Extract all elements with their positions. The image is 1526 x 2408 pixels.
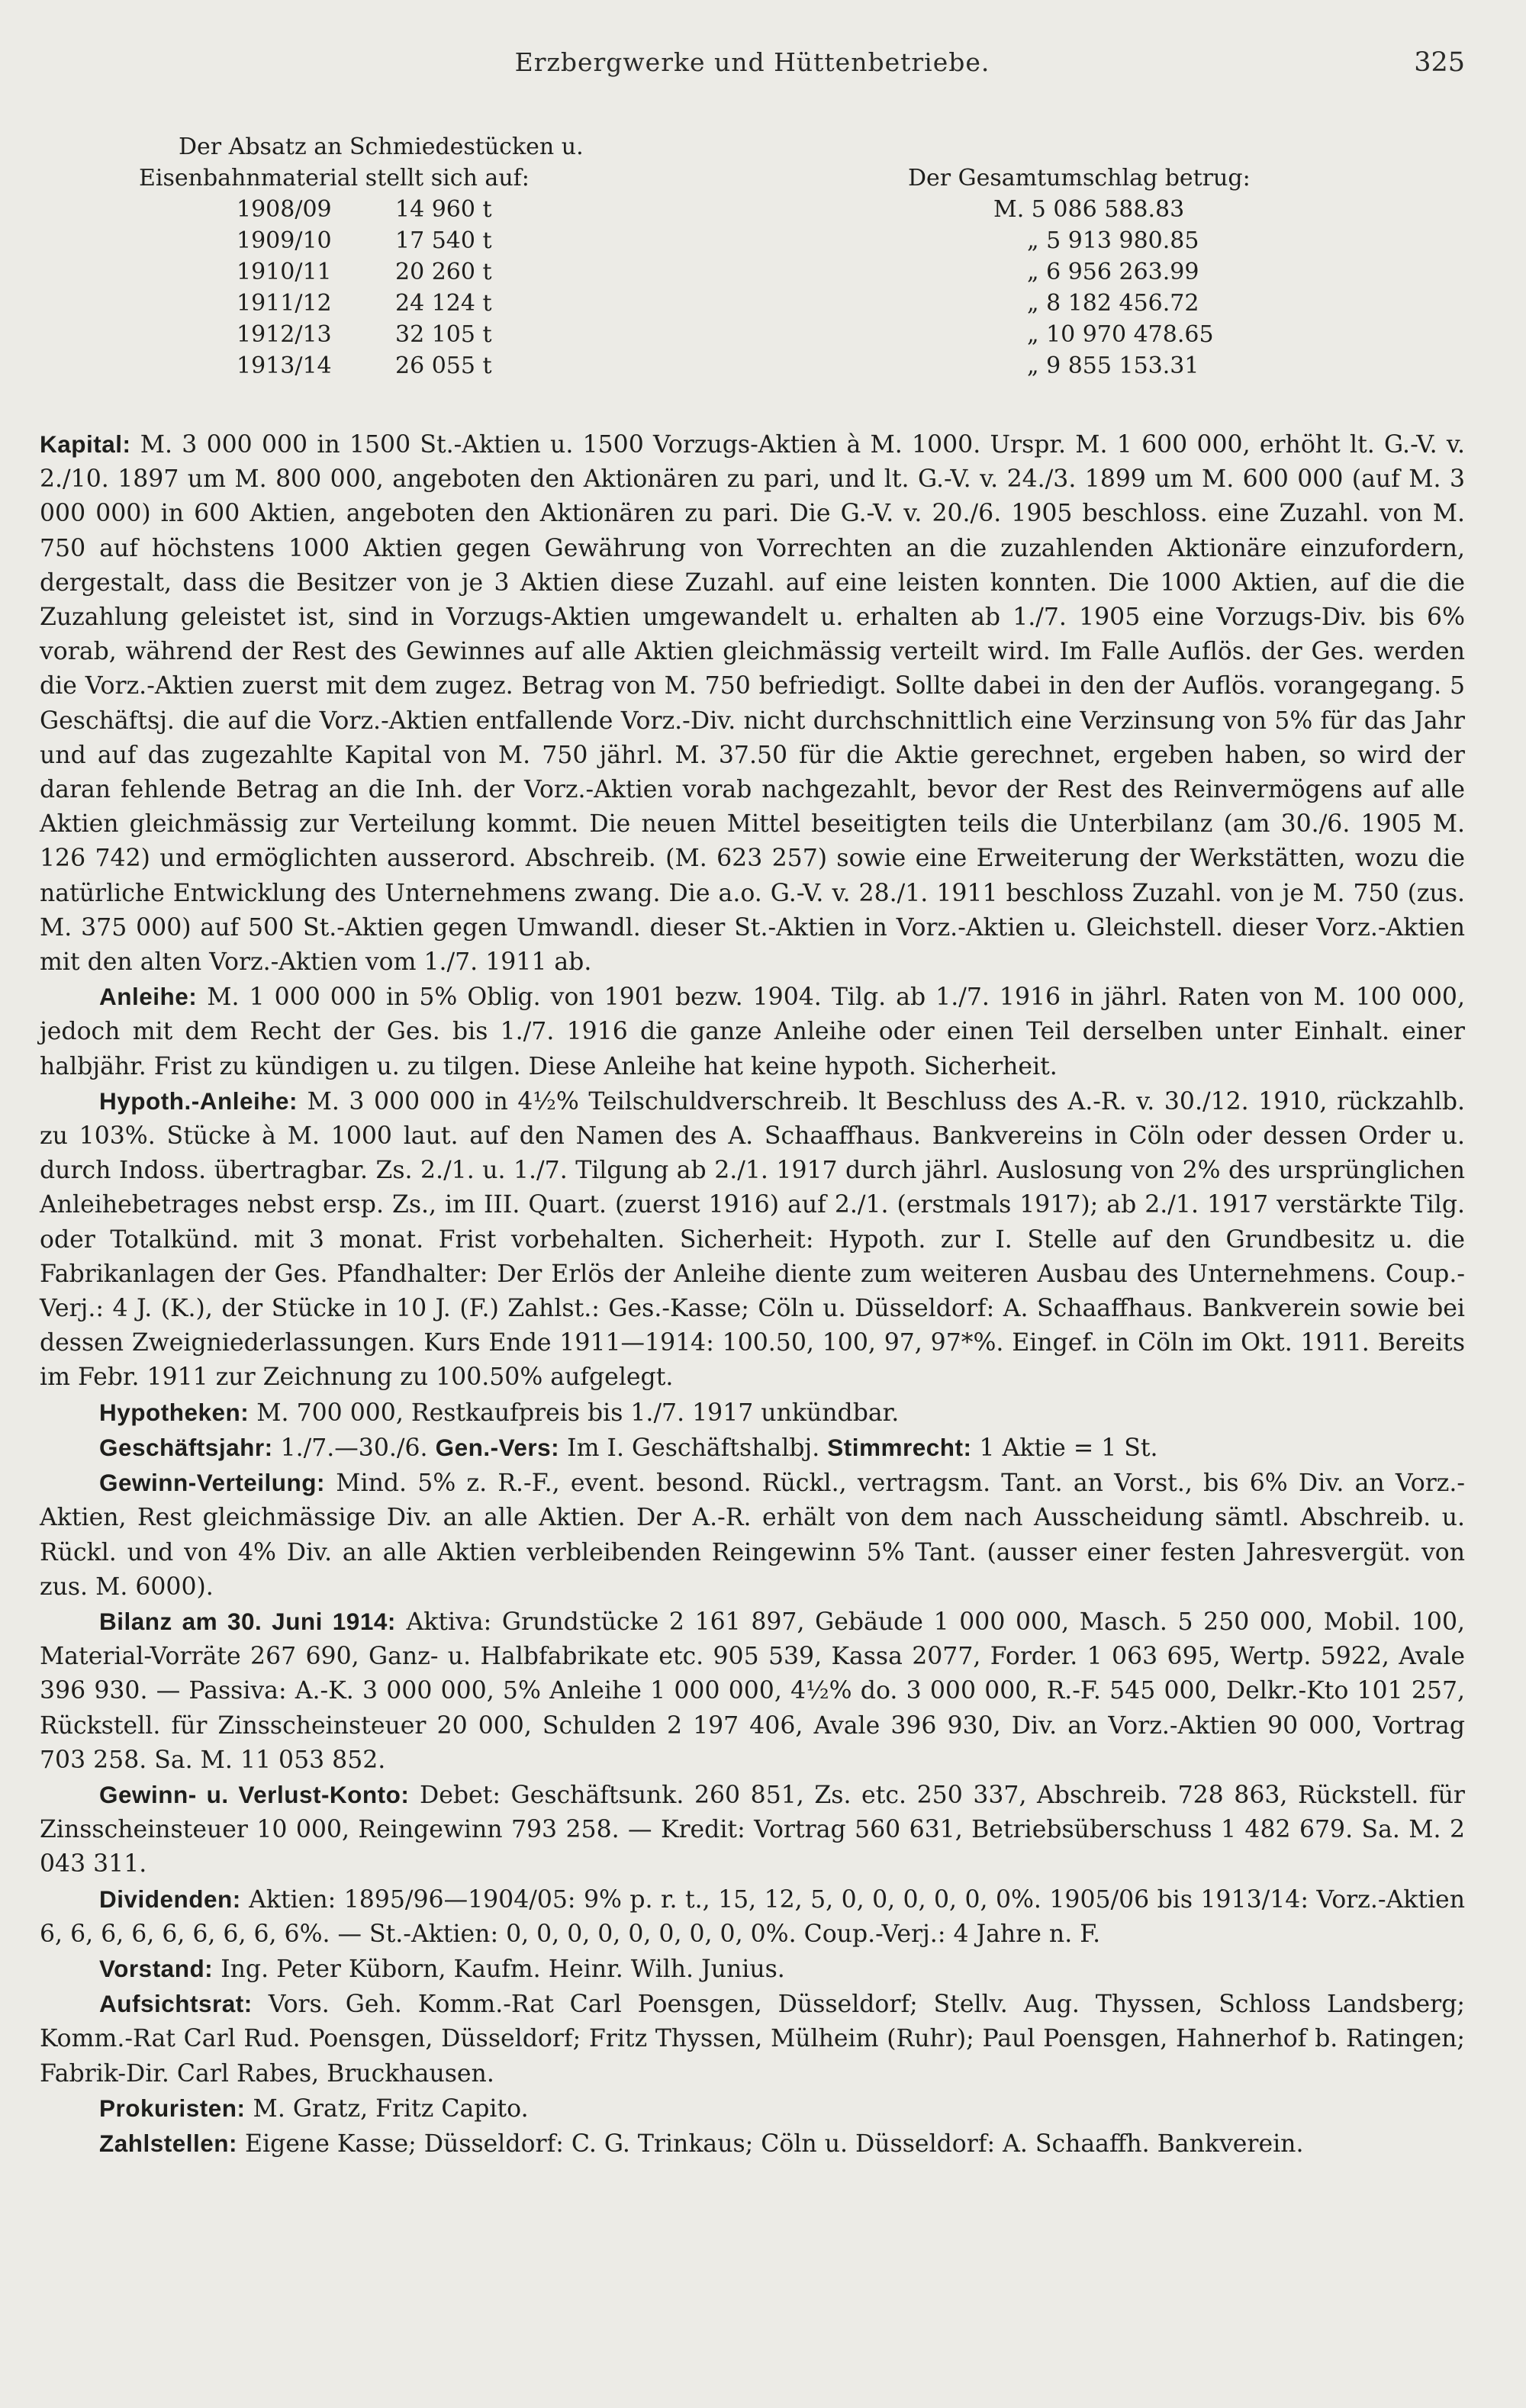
page-number: 325: [1414, 47, 1465, 78]
report-paragraph: [40, 1882, 1465, 1952]
section-text: 1 Aktie = 1 St.: [971, 1434, 1158, 1462]
section-text: M. 3 000 000 in 4½% Teilschuldverschreib. lt Beschluss des A.-R. v. 30./12. 1910, rückzahlb. zu 103%. Stücke à M. 1000 laut. auf den Namen des A. Schaaffhaus. Bankvereins in Cöln oder dessen Order u. durch Indoss. übertragbar. Zs. 2./1. u. 1./7. Tilgung ab 2./1. 1917 durch jährl. Auslosung von 2% des ursprünglichen Anleihebetrages nebst ersp. Zs., im III. Quart. (zuerst 1916) auf 2./1. (erstmals 1917); ab 2./1. 1917 verstärkte Tilg. oder Totalkünd. mit 3 monat. Frist vorbehalten. Sicherheit: Hypoth. zur I. Stelle auf den Grundbesitz u. die Fabrikanlagen der Ges. Pfandhalter: Der Erlös der Anleihe diente zum weiteren Ausbau des Unternehmens. Coup.-Verj.: 4 J. (K.), der Stücke in 10 J. (F.) Zahlst.: Ges.-Kasse; Cöln u. Düsseldorf: A. Schaaffhaus. Bankverein sowie bei dessen Zweigniederlassungen. Kurs Ende 1911—1914: 100.50, 100, 97, 97*%. Eingef. in Cöln im Okt. 1911. Bereits im Febr. 1911 zur Zeichnung zu 100.50% aufgelegt.: [40, 1087, 1465, 1392]
sales-table-rows: [139, 194, 719, 381]
turnover-table-heading: Der Gesamtumschlag betrug:: [908, 165, 1251, 192]
section-label: Hypotheken:: [99, 1398, 250, 1426]
section-label: Gewinn- u. Verlust-Konto:: [99, 1780, 410, 1808]
year-cell: 1911/12: [237, 290, 332, 317]
report-paragraph: [40, 1431, 1465, 1466]
table-row: [139, 350, 719, 381]
section-text: Im I. Geschäftshalbj.: [559, 1434, 828, 1462]
report-paragraph: [40, 1605, 1465, 1778]
section-label: Zahlstellen:: [99, 2129, 238, 2157]
year-cell: 1908/09: [237, 196, 332, 223]
section-label: Bilanz am 30. Juni 1914:: [99, 1607, 396, 1635]
tonnage-cell: 24 124 t: [395, 290, 492, 317]
section-label: Aufsichtsrat:: [99, 1990, 253, 2018]
section-text: 1./7.—30./6.: [272, 1434, 436, 1462]
table-row: [139, 225, 719, 256]
report-paragraph: [40, 1987, 1465, 2091]
section-label: Geschäftsjahr:: [99, 1433, 273, 1461]
section-label: Stimmrecht:: [827, 1433, 972, 1461]
report-paragraph: [40, 1466, 1465, 1605]
tonnage-cell: 17 540 t: [395, 227, 492, 254]
section-text: Aktien: 1895/96—1904/05: 9% p. r. t., 15, 12, 5, 0, 0, 0, 0, 0, 0%. 1905/06 bis 1913/14: Vorz.-Aktien 6, 6, 6, 6, 6, 6, 6, 6, 6%. — St.-Aktien: 0, 0, 0, 0, 0, 0, 0, 0, 0%. Coup.-Verj.: 4 Jahre n. F.: [40, 1885, 1465, 1948]
table-row: [139, 288, 719, 319]
section-text: Vors. Geh. Komm.-Rat Carl Poensgen, Düsseldorf; Stellv. Aug. Thyssen, Schloss Landsberg; Komm.-Rat Carl Rud. Poensgen, Düsseldorf; Fritz Thyssen, Mülheim (Ruhr); Paul Poensgen, Hahnerhof b. Ratingen; Fabrik-Dir. Carl Rabes, Bruckhausen.: [40, 1991, 1465, 2088]
year-cell: 1910/11: [237, 259, 332, 285]
report-paragraph: [40, 1084, 1465, 1396]
tonnage-cell: 14 960 t: [395, 196, 492, 223]
section-label: Vorstand:: [99, 1954, 214, 1982]
tonnage-cell: 32 105 t: [395, 321, 492, 348]
section-text: Eigene Kasse; Düsseldorf: C. G. Trinkaus; Cöln u. Düsseldorf: A. Schaaffh. Bankverein.: [237, 2130, 1304, 2158]
sales-table: [139, 131, 719, 381]
report-paragraph: [40, 2091, 1465, 2126]
turnover-table: [908, 163, 1335, 381]
table-row: „ 6 956 263.99: [1027, 259, 1199, 285]
statistics-section: [40, 99, 1465, 404]
section-text: Ing. Peter Küborn, Kaufm. Heinr. Wilh. Junius.: [213, 1955, 785, 1983]
section-label: Gen.-Vers:: [435, 1433, 560, 1461]
table-row: „ 5 913 980.85: [1027, 227, 1199, 254]
table-row: „ 9 855 153.31: [1027, 353, 1199, 379]
tonnage-cell: 20 260 t: [395, 259, 492, 285]
section-label: Prokuristen:: [99, 2094, 246, 2122]
year-cell: 1909/10: [237, 227, 332, 254]
tonnage-cell: 26 055 t: [395, 353, 492, 379]
section-text: M. 700 000, Restkaufpreis bis 1./7. 1917 unkündbar.: [249, 1399, 900, 1427]
report-paragraph: [40, 1778, 1465, 1882]
table-row: [139, 319, 719, 350]
running-head: [40, 0, 1465, 99]
section-label: Dividenden:: [99, 1885, 241, 1913]
section-label: Hypoth.-Anleihe:: [99, 1086, 298, 1115]
sales-table-heading: Der Absatz an Schmiedestücken u.: [179, 134, 584, 160]
section-text: M. 1 000 000 in 5% Oblig. von 1901 bezw. 1904. Tilg. ab 1./7. 1916 in jährl. Raten von M. 100 000, jedoch mit dem Recht der Ges. bis 1./7. 1916 die ganze Anleihe oder einen Teil derselben unter Einhalt. einer halbjähr. Frist zu kündigen u. zu tilgen. Diese Anleihe hat keine hypoth. Sicherheit.: [40, 983, 1465, 1080]
section-label: Kapital:: [40, 430, 131, 458]
table-row: M. 5 086 588.83: [993, 196, 1185, 223]
report-paragraph: [40, 2126, 1465, 2162]
section-text: M. 3 000 000 in 1500 St.-Aktien u. 1500 Vorzugs-Aktien à M. 1000. Urspr. M. 1 600 000, erhöht lt. G.-V. v. 2./10. 1897 um M. 800 000, angeboten den Aktionären zu pari, und lt. G.-V. v. 24./3. 1899 um M. 600 000 (auf M. 3 000 000) in 600 Aktien, angeboten den Aktionären zu pari. Die G.-V. v. 20./6. 1905 beschloss. eine Zuzahl. von M. 750 auf höchstens 1000 Aktien gegen Gewährung von Vorrechten an die zuzahlenden Aktionäre einzufordern, dergestalt, dass die Besitzer von je 3 Aktien diese Zuzahl. auf eine leisten konnten. Die 1000 Aktien, auf die die Zuzahlung geleistet ist, sind in Vorzugs-Aktien umgewandelt u. erhalten ab 1./7. 1905 eine Vorzugs-Div. bis 6% vorab, während der Rest des Gewinnes auf alle Aktien gleichmässig verteilt wird. Im Falle Auflös. der Ges. werden die Vorz.-Aktien zuerst mit dem zugez. Betrag von M. 750 befriedigt. Sollte dabei in den der Auflös. vorangegang. 5 Geschäftsj. die auf die Vorz.-Aktien entfallende Vorz.-Div. nicht durchschnittlich eine Verzinsung von 5% für das Jahr und auf das zugezahlte Kapital von M. 750 jährl. M. 37.50 für die Aktie gerechnet, ergeben haben, so wird der daran fehlende Betrag an die Inh. der Vorz.-Aktien vorab nachgezahlt, bevor der Rest des Reinvermögens auf alle Aktien gleichmässig zur Verteilung kommt. Die neuen Mittel beseitigten teils die Unterbilanz (am 30./6. 1905 M. 126 742) und ermöglichten ausserord. Abschreib. (M. 623 257) sowie eine Erweiterung der Werkstätten, wozu die natürliche Entwicklung des Unternehmens zwang. Die a.o. G.-V. v. 28./1. 1911 beschloss Zuzahl. von je M. 750 (zus. M. 375 000) auf 500 St.-Aktien gegen Umwandl. dieser St.-Aktien in Vorz.-Aktien u. Gleichstell. dieser Vorz.-Aktien mit den alten Vorz.-Aktien vom 1./7. 1911 ab.: [40, 431, 1465, 977]
section-text: M. Gratz, Fritz Capito.: [245, 2094, 529, 2123]
sales-table-heading: Eisenbahnmaterial stellt sich auf:: [139, 165, 530, 192]
report-paragraph: [40, 1396, 1465, 1431]
report-paragraph: [40, 980, 1465, 1084]
section-text: Aktiva: Grundstücke 2 161 897, Gebäude 1 000 000, Masch. 5 250 000, Mobil. 100, Material-Vorräte 267 690, Ganz- u. Halbfabrikate etc. 905 539, Kassa 2077, Forder. 1 063 695, Wertp. 5922, Avale 396 930. — Passiva: A.-K. 3 000 000, 5% Anleihe 1 000 000, 4½% do. 3 000 000, R.-F. 545 000, Delkr.-Kto 101 257, Rückstell. für Zinsscheinsteuer 20 000, Schulden 2 197 406, Avale 396 930, Div. an Vorz.-Aktien 90 000, Vortrag 703 258. Sa. M. 11 053 852.: [40, 1608, 1466, 1774]
company-report-body: [40, 427, 1465, 2162]
table-row: [139, 256, 719, 288]
report-paragraph: [40, 1952, 1465, 1987]
section-text: Debet: Geschäftsunk. 260 851, Zs. etc. 250 337, Abschreib. 728 863, Rückstell. für Zinsscheinsteuer 10 000, Reingewinn 793 258. — Kredit: Vortrag 560 631, Betriebsüberschuss 1 482 679. Sa. M. 2 043 311.: [40, 1781, 1465, 1878]
report-paragraph: [40, 427, 1465, 980]
section-label: Anleihe:: [99, 983, 198, 1011]
table-row: „ 8 182 456.72: [1027, 290, 1199, 317]
table-row: „ 10 970 478.65: [1027, 321, 1214, 348]
year-cell: 1913/14: [237, 353, 332, 379]
page-title: Erzbergwerke und Hüttenbetriebe.: [514, 47, 990, 77]
table-row: [139, 194, 719, 225]
section-label: Gewinn-Verteilung:: [99, 1469, 326, 1497]
section-text: Mind. 5% z. R.-F., event. besond. Rückl., vertragsm. Tant. an Vorst., bis 6% Div. an Vorz.-Aktien, Rest gleichmässige Div. an alle Aktien. Der A.-R. erhält von dem nach Ausscheidung sämtl. Abschreib. u. Rückl. und von 4% Div. an alle Aktien verbleibenden Reingewinn 5% Tant. (ausser einer festen Jahresvergüt. von zus. M. 6000).: [40, 1470, 1465, 1601]
year-cell: 1912/13: [237, 321, 332, 348]
turnover-table-rows: [908, 194, 1335, 381]
